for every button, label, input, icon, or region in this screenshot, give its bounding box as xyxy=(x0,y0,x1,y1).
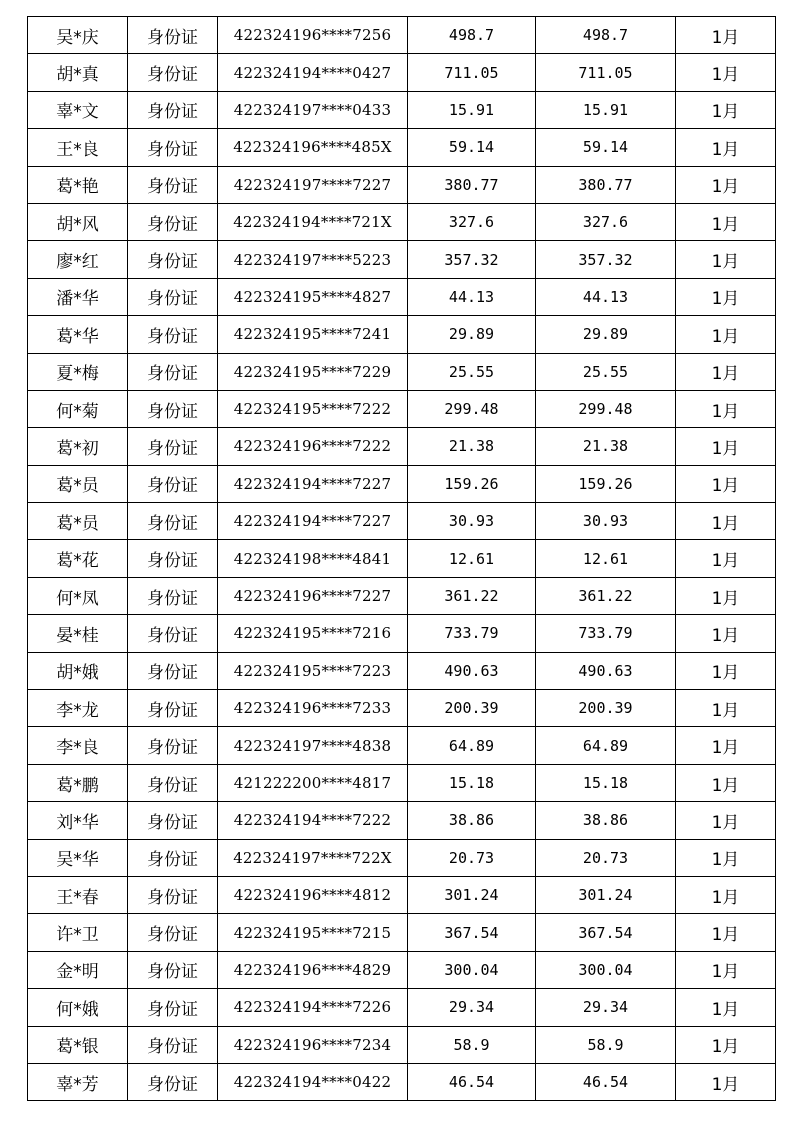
amount-cell-2: 357.32 xyxy=(536,241,676,278)
month-cell: 1月 xyxy=(676,914,776,951)
month-cell: 1月 xyxy=(676,615,776,652)
table-row xyxy=(28,577,776,614)
id-type-cell: 身份证 xyxy=(128,353,218,390)
table-row xyxy=(28,876,776,913)
id-type-cell: 身份证 xyxy=(128,203,218,240)
table-row xyxy=(28,652,776,689)
amount-cell: 12.61 xyxy=(408,540,536,577)
data-table xyxy=(27,16,776,1101)
table-row xyxy=(28,802,776,839)
id-type-cell: 身份证 xyxy=(128,540,218,577)
id-type-cell: 身份证 xyxy=(128,652,218,689)
amount-cell-2: 29.89 xyxy=(536,316,676,353)
name-cell: 金*明 xyxy=(28,951,128,988)
id-type-cell: 身份证 xyxy=(128,54,218,91)
amount-cell: 59.14 xyxy=(408,129,536,166)
name-cell: 何*菊 xyxy=(28,390,128,427)
id-type-cell: 身份证 xyxy=(128,690,218,727)
id-number-cell: 422324194****7227 xyxy=(218,503,408,540)
month-cell: 1月 xyxy=(676,353,776,390)
table-row xyxy=(28,727,776,764)
month-cell: 1月 xyxy=(676,203,776,240)
id-type-cell: 身份证 xyxy=(128,129,218,166)
amount-cell-2: 159.26 xyxy=(536,465,676,502)
id-number-cell: 422324197****5223 xyxy=(218,241,408,278)
document-page xyxy=(27,16,776,1101)
amount-cell: 20.73 xyxy=(408,839,536,876)
amount-cell-2: 59.14 xyxy=(536,129,676,166)
name-cell: 胡*风 xyxy=(28,203,128,240)
month-cell: 1月 xyxy=(676,727,776,764)
id-number-cell: 422324196****7256 xyxy=(218,17,408,54)
id-type-cell: 身份证 xyxy=(128,17,218,54)
id-type-cell: 身份证 xyxy=(128,839,218,876)
id-type-cell: 身份证 xyxy=(128,802,218,839)
table-row xyxy=(28,1026,776,1063)
id-number-cell: 422324195****7241 xyxy=(218,316,408,353)
id-number-cell: 422324195****7222 xyxy=(218,390,408,427)
id-type-cell: 身份证 xyxy=(128,503,218,540)
id-type-cell: 身份证 xyxy=(128,428,218,465)
id-number-cell: 422324196****4812 xyxy=(218,876,408,913)
amount-cell-2: 20.73 xyxy=(536,839,676,876)
id-number-cell: 422324194****0422 xyxy=(218,1063,408,1100)
name-cell: 葛*鹏 xyxy=(28,764,128,801)
name-cell: 葛*员 xyxy=(28,465,128,502)
id-number-cell: 422324194****7227 xyxy=(218,465,408,502)
id-type-cell: 身份证 xyxy=(128,91,218,128)
id-number-cell: 422324194****721X xyxy=(218,203,408,240)
month-cell: 1月 xyxy=(676,1063,776,1100)
name-cell: 葛*初 xyxy=(28,428,128,465)
amount-cell: 64.89 xyxy=(408,727,536,764)
month-cell: 1月 xyxy=(676,278,776,315)
table-row xyxy=(28,1063,776,1100)
amount-cell: 490.63 xyxy=(408,652,536,689)
id-number-cell: 422324194****7222 xyxy=(218,802,408,839)
month-cell: 1月 xyxy=(676,17,776,54)
id-type-cell: 身份证 xyxy=(128,278,218,315)
month-cell: 1月 xyxy=(676,241,776,278)
month-cell: 1月 xyxy=(676,316,776,353)
table-row xyxy=(28,540,776,577)
amount-cell-2: 498.7 xyxy=(536,17,676,54)
amount-cell-2: 301.24 xyxy=(536,876,676,913)
table-row xyxy=(28,166,776,203)
amount-cell: 30.93 xyxy=(408,503,536,540)
amount-cell: 38.86 xyxy=(408,802,536,839)
amount-cell-2: 361.22 xyxy=(536,577,676,614)
amount-cell: 498.7 xyxy=(408,17,536,54)
month-cell: 1月 xyxy=(676,91,776,128)
month-cell: 1月 xyxy=(676,390,776,427)
month-cell: 1月 xyxy=(676,652,776,689)
table-row xyxy=(28,465,776,502)
id-number-cell: 422324194****7226 xyxy=(218,989,408,1026)
id-type-cell: 身份证 xyxy=(128,989,218,1026)
id-number-cell: 422324197****722X xyxy=(218,839,408,876)
amount-cell: 380.77 xyxy=(408,166,536,203)
id-number-cell: 422324196****7227 xyxy=(218,577,408,614)
amount-cell: 301.24 xyxy=(408,876,536,913)
name-cell: 胡*娥 xyxy=(28,652,128,689)
amount-cell: 200.39 xyxy=(408,690,536,727)
amount-cell-2: 15.91 xyxy=(536,91,676,128)
id-number-cell: 422324195****7229 xyxy=(218,353,408,390)
month-cell: 1月 xyxy=(676,839,776,876)
name-cell: 葛*员 xyxy=(28,503,128,540)
amount-cell: 29.89 xyxy=(408,316,536,353)
amount-cell: 327.6 xyxy=(408,203,536,240)
name-cell: 李*良 xyxy=(28,727,128,764)
table-row xyxy=(28,989,776,1026)
month-cell: 1月 xyxy=(676,1026,776,1063)
month-cell: 1月 xyxy=(676,428,776,465)
id-type-cell: 身份证 xyxy=(128,241,218,278)
month-cell: 1月 xyxy=(676,166,776,203)
amount-cell-2: 490.63 xyxy=(536,652,676,689)
table-row xyxy=(28,503,776,540)
table-row xyxy=(28,353,776,390)
month-cell: 1月 xyxy=(676,465,776,502)
id-number-cell: 422324196****485X xyxy=(218,129,408,166)
name-cell: 刘*华 xyxy=(28,802,128,839)
month-cell: 1月 xyxy=(676,802,776,839)
id-number-cell: 421222200****4817 xyxy=(218,764,408,801)
month-cell: 1月 xyxy=(676,989,776,1026)
name-cell: 吴*庆 xyxy=(28,17,128,54)
month-cell: 1月 xyxy=(676,129,776,166)
id-number-cell: 422324196****7233 xyxy=(218,690,408,727)
amount-cell: 15.91 xyxy=(408,91,536,128)
month-cell: 1月 xyxy=(676,951,776,988)
amount-cell-2: 30.93 xyxy=(536,503,676,540)
id-number-cell: 422324197****7227 xyxy=(218,166,408,203)
amount-cell: 25.55 xyxy=(408,353,536,390)
amount-cell-2: 38.86 xyxy=(536,802,676,839)
table-row xyxy=(28,764,776,801)
id-type-cell: 身份证 xyxy=(128,316,218,353)
name-cell: 许*卫 xyxy=(28,914,128,951)
month-cell: 1月 xyxy=(676,764,776,801)
id-number-cell: 422324195****7216 xyxy=(218,615,408,652)
name-cell: 葛*华 xyxy=(28,316,128,353)
table-row xyxy=(28,91,776,128)
name-cell: 夏*梅 xyxy=(28,353,128,390)
amount-cell-2: 25.55 xyxy=(536,353,676,390)
amount-cell-2: 12.61 xyxy=(536,540,676,577)
table-row xyxy=(28,203,776,240)
amount-cell: 159.26 xyxy=(408,465,536,502)
name-cell: 王*春 xyxy=(28,876,128,913)
month-cell: 1月 xyxy=(676,690,776,727)
id-type-cell: 身份证 xyxy=(128,914,218,951)
table-row xyxy=(28,129,776,166)
amount-cell: 367.54 xyxy=(408,914,536,951)
amount-cell-2: 300.04 xyxy=(536,951,676,988)
name-cell: 葛*花 xyxy=(28,540,128,577)
name-cell: 葛*艳 xyxy=(28,166,128,203)
id-number-cell: 422324196****7234 xyxy=(218,1026,408,1063)
amount-cell-2: 733.79 xyxy=(536,615,676,652)
name-cell: 辜*芳 xyxy=(28,1063,128,1100)
amount-cell: 733.79 xyxy=(408,615,536,652)
amount-cell-2: 44.13 xyxy=(536,278,676,315)
id-number-cell: 422324198****4841 xyxy=(218,540,408,577)
id-number-cell: 422324195****7223 xyxy=(218,652,408,689)
id-type-cell: 身份证 xyxy=(128,166,218,203)
amount-cell-2: 29.34 xyxy=(536,989,676,1026)
table-row xyxy=(28,390,776,427)
name-cell: 何*凤 xyxy=(28,577,128,614)
name-cell: 何*娥 xyxy=(28,989,128,1026)
amount-cell-2: 327.6 xyxy=(536,203,676,240)
id-number-cell: 422324194****0427 xyxy=(218,54,408,91)
table-row xyxy=(28,615,776,652)
amount-cell-2: 15.18 xyxy=(536,764,676,801)
amount-cell-2: 367.54 xyxy=(536,914,676,951)
amount-cell-2: 380.77 xyxy=(536,166,676,203)
month-cell: 1月 xyxy=(676,577,776,614)
amount-cell: 44.13 xyxy=(408,278,536,315)
name-cell: 晏*桂 xyxy=(28,615,128,652)
amount-cell: 46.54 xyxy=(408,1063,536,1100)
month-cell: 1月 xyxy=(676,876,776,913)
amount-cell: 361.22 xyxy=(408,577,536,614)
month-cell: 1月 xyxy=(676,54,776,91)
id-type-cell: 身份证 xyxy=(128,727,218,764)
amount-cell: 299.48 xyxy=(408,390,536,427)
id-number-cell: 422324196****7222 xyxy=(218,428,408,465)
id-number-cell: 422324195****7215 xyxy=(218,914,408,951)
id-type-cell: 身份证 xyxy=(128,615,218,652)
amount-cell-2: 58.9 xyxy=(536,1026,676,1063)
table-row xyxy=(28,316,776,353)
id-type-cell: 身份证 xyxy=(128,951,218,988)
amount-cell-2: 711.05 xyxy=(536,54,676,91)
id-type-cell: 身份证 xyxy=(128,1063,218,1100)
table-row xyxy=(28,839,776,876)
table-row xyxy=(28,54,776,91)
id-type-cell: 身份证 xyxy=(128,577,218,614)
name-cell: 潘*华 xyxy=(28,278,128,315)
amount-cell-2: 46.54 xyxy=(536,1063,676,1100)
amount-cell: 357.32 xyxy=(408,241,536,278)
table-body xyxy=(28,17,776,1101)
table-row xyxy=(28,17,776,54)
id-type-cell: 身份证 xyxy=(128,876,218,913)
name-cell: 辜*文 xyxy=(28,91,128,128)
amount-cell: 58.9 xyxy=(408,1026,536,1063)
month-cell: 1月 xyxy=(676,503,776,540)
id-type-cell: 身份证 xyxy=(128,1026,218,1063)
amount-cell-2: 21.38 xyxy=(536,428,676,465)
name-cell: 葛*银 xyxy=(28,1026,128,1063)
id-type-cell: 身份证 xyxy=(128,390,218,427)
month-cell: 1月 xyxy=(676,540,776,577)
amount-cell: 29.34 xyxy=(408,989,536,1026)
id-type-cell: 身份证 xyxy=(128,764,218,801)
table-row xyxy=(28,278,776,315)
id-number-cell: 422324196****4829 xyxy=(218,951,408,988)
table-row xyxy=(28,914,776,951)
amount-cell: 21.38 xyxy=(408,428,536,465)
name-cell: 廖*红 xyxy=(28,241,128,278)
name-cell: 李*龙 xyxy=(28,690,128,727)
name-cell: 王*良 xyxy=(28,129,128,166)
id-type-cell: 身份证 xyxy=(128,465,218,502)
id-number-cell: 422324197****0433 xyxy=(218,91,408,128)
amount-cell-2: 200.39 xyxy=(536,690,676,727)
amount-cell: 300.04 xyxy=(408,951,536,988)
amount-cell-2: 64.89 xyxy=(536,727,676,764)
table-row xyxy=(28,690,776,727)
id-number-cell: 422324195****4827 xyxy=(218,278,408,315)
amount-cell: 15.18 xyxy=(408,764,536,801)
name-cell: 胡*真 xyxy=(28,54,128,91)
name-cell: 吴*华 xyxy=(28,839,128,876)
table-row xyxy=(28,951,776,988)
table-row xyxy=(28,241,776,278)
table-row xyxy=(28,428,776,465)
amount-cell-2: 299.48 xyxy=(536,390,676,427)
amount-cell: 711.05 xyxy=(408,54,536,91)
id-number-cell: 422324197****4838 xyxy=(218,727,408,764)
